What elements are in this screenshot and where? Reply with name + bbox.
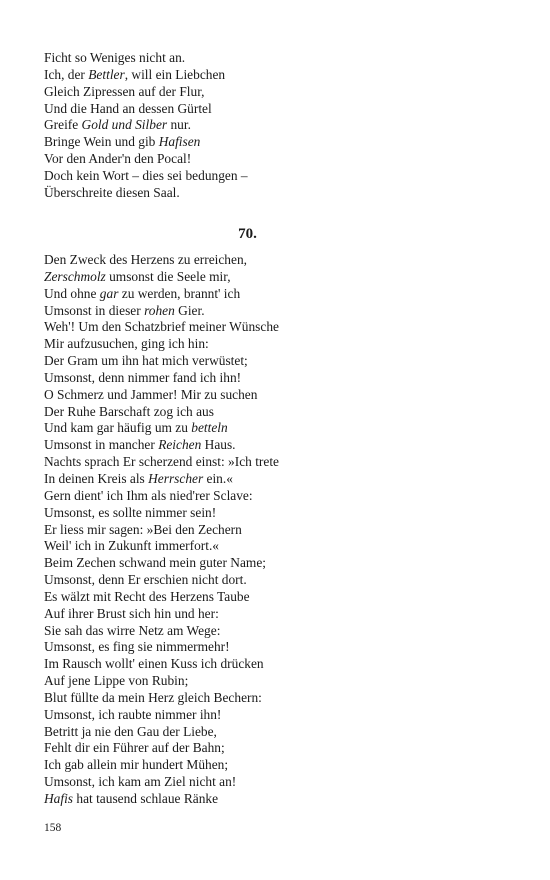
verse-line [44,168,514,185]
verse-text: Ich gab allein mir hundert Mühen; [44,757,229,773]
verse-text: Gleich Zipressen auf der Flur, [44,83,205,99]
verse-line [44,690,514,707]
verse-line [44,353,514,370]
verse-text: Sie sah das wirre Netz am Wege: [44,622,221,638]
verse-text: Auf jene Lippe von Rubin; [44,673,189,689]
verse-text: zu werden, brannt' ich [118,285,241,301]
verse-line [44,252,514,269]
poem-body [44,252,514,808]
verse-text: Betritt ja nie den Gau der Liebe, [44,723,217,739]
verse-line [44,505,514,522]
verse-text: Ich, der [44,66,89,82]
verse-line [44,84,514,101]
verse-italic-text: rohen [144,302,175,318]
verse-text: Weil' ich in Zukunft immerfort.« [44,538,219,554]
verse-line [44,673,514,690]
verse-text: Gier. [174,302,205,318]
verse-text: Den Zweck des Herzens zu erreichen, [44,252,247,267]
verse-text: O Schmerz und Jammer! Mir zu suchen [44,386,258,402]
verse-italic-text: Hafisen [158,134,201,150]
verse-text: Gern dient' ich Ihm als nied'rer Sclave: [44,487,253,503]
verse-line [44,724,514,741]
verse-text: Weh'! Um den Schatzbrief meiner Wünsche [44,319,279,335]
verse-italic-text: Bettler [88,66,125,82]
verse-line [44,740,514,757]
verse-line [44,572,514,589]
verse-line [44,774,514,791]
verse-line [44,639,514,656]
verse-italic-text: betteln [191,420,228,436]
verse-text: Umsonst in dieser [44,302,145,318]
verse-line [44,50,514,67]
verse-line [44,454,514,471]
verse-text: Doch kein Wort – dies sei bedungen – [44,167,248,183]
verse-line [44,185,514,202]
verse-text: hat tausend schlaue Ränke [73,791,219,806]
verse-line [44,303,514,320]
verse-text: Und ohne [44,285,100,301]
verse-line [44,606,514,623]
verse-line [44,67,514,84]
verse-text: Ficht so Weniges nicht an. [44,50,186,65]
verse-italic-text: Zerschmolz [44,268,106,284]
verse-text: Der Ruhe Barschaft zog ich aus [44,403,214,419]
verse-text: Umsonst in mancher [44,437,159,453]
verse-line [44,538,514,555]
verse-text: In deinen Kreis als [44,470,149,486]
verse-italic-text: Gold und Silber [81,117,168,133]
verse-text: Umsonst, es sollte nimmer sein! [44,504,217,520]
verse-italic-text: Reichen [158,437,202,453]
verse-text: Überschreite diesen Saal. [44,184,180,200]
verse-text: Auf ihrer Brust sich hin und her: [44,605,219,621]
verse-text: Fehlt dir ein Führer auf der Bahn; [44,740,225,756]
verse-line [44,404,514,421]
verse-line [44,134,514,151]
verse-line [44,269,514,286]
verse-line [44,286,514,303]
verse-line [44,623,514,640]
verse-text: Es wälzt mit Recht des Herzens Taube [44,588,250,604]
verse-line [44,589,514,606]
verse-text: , will ein Liebchen [124,66,226,82]
verse-text: Im Rausch wollt' einen Kuss ich drücken [44,656,264,672]
verse-text: Nachts sprach Er scherzend einst: »Ich trete [44,454,279,470]
verse-text: umsonst die Seele mir, [105,268,231,284]
verse-text: Greife [44,117,82,133]
verse-text: Er liess mir sagen: »Bei den Zechern [44,521,242,537]
verse-line [44,336,514,353]
verse-text: Umsonst, ich kam am Ziel nicht an! [44,774,237,790]
verse-italic-text: Hafis [44,791,74,806]
verse-text: Umsonst, es fing sie nimmermehr! [44,639,230,655]
verse-line [44,488,514,505]
verse-text: Umsonst, ich raubte nimmer ihn! [44,706,222,722]
poem-continuation [44,50,514,202]
verse-text: Und die Hand an dessen Gürtel [44,100,212,116]
verse-text: Umsonst, denn Er erschien nicht dort. [44,572,247,588]
verse-line [44,791,514,808]
verse-line [44,656,514,673]
verse-text: Und kam gar häufig um zu [44,420,192,436]
verse-line [44,555,514,572]
verse-line [44,522,514,539]
verse-line [44,420,514,437]
verse-line [44,387,514,404]
verse-line [44,471,514,488]
poem-number: 70. [238,226,257,242]
verse-line [44,117,514,134]
verse-text: ein.« [203,470,233,486]
verse-text: Beim Zechen schwand mein guter Name; [44,555,266,571]
verse-text: Mir aufzusuchen, ging ich hin: [44,336,209,352]
verse-italic-text: gar [99,285,119,301]
verse-text: Blut füllte da mein Herz gleich Bechern: [44,689,262,705]
verse-text: Vor den Ander'n den Pocal! [44,151,192,167]
verse-text: nur. [167,117,191,133]
verse-italic-text: Herrscher [148,470,204,486]
verse-line [44,370,514,387]
verse-line [44,101,514,118]
page-number: 158 [44,822,62,834]
verse-line [44,319,514,336]
verse-line [44,437,514,454]
verse-line [44,757,514,774]
verse-text: Umsonst, denn nimmer fand ich ihn! [44,369,242,385]
verse-text: Bringe Wein und gib [44,134,159,150]
verse-text: Haus. [201,437,236,453]
verse-text: Der Gram um ihn hat mich verwüstet; [44,353,248,369]
verse-line [44,707,514,724]
verse-line [44,151,514,168]
